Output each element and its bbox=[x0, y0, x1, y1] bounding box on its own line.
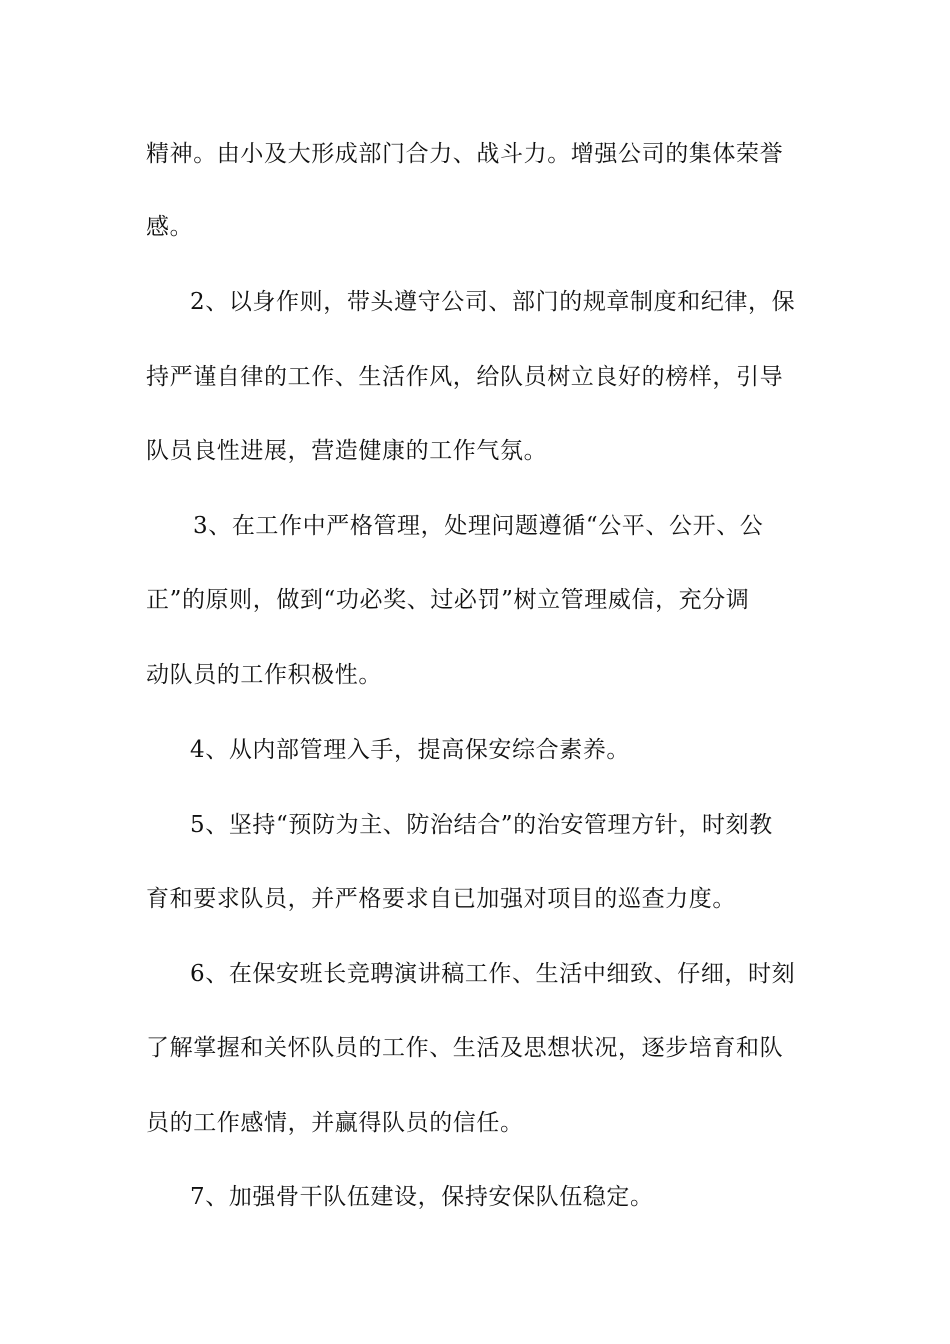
text-line: 持严谨自律的工作、生活作风，给队员树立良好的榜样，引导 bbox=[146, 364, 784, 390]
text-line: 感。 bbox=[146, 214, 194, 240]
text-line: 动队员的工作积极性。 bbox=[146, 662, 382, 688]
paragraph-2-line: 2、以身作则，带头遵守公司、部门的规章制度和纪律，保 bbox=[190, 289, 796, 315]
text-line: 育和要求队员，并严格要求自已加强对项目的巡查力度。 bbox=[146, 886, 736, 912]
text-line: 精神。由小及大形成部门合力、战斗力。增强公司的集体荣誉 bbox=[146, 141, 784, 167]
paragraph-4-line: 4、从内部管理入手，提高保安综合素养。 bbox=[190, 737, 631, 763]
text-line: 员的工作感情，并赢得队员的信任。 bbox=[146, 1110, 524, 1136]
paragraph-5-line: 5、坚持“预防为主、防治结合”的治安管理方针，时刻教 bbox=[190, 812, 773, 838]
paragraph-7-line: 7、加强骨干队伍建设，保持安保队伍稳定。 bbox=[190, 1184, 654, 1210]
text-line: 正”的原则，做到“功必奖、过必罚”树立管理威信，充分调 bbox=[146, 587, 750, 613]
text-line: 队员良性进展，营造健康的工作气氛。 bbox=[146, 438, 548, 464]
paragraph-6-line: 6、在保安班长竞聘演讲稿工作、生活中细致、仔细，时刻 bbox=[190, 961, 796, 987]
text-line: 了解掌握和关怀队员的工作、生活及思想状况，逐步培育和队 bbox=[146, 1035, 784, 1061]
paragraph-3-line: 3、在工作中严格管理，处理问题遵循“公平、公开、公 bbox=[193, 513, 764, 539]
